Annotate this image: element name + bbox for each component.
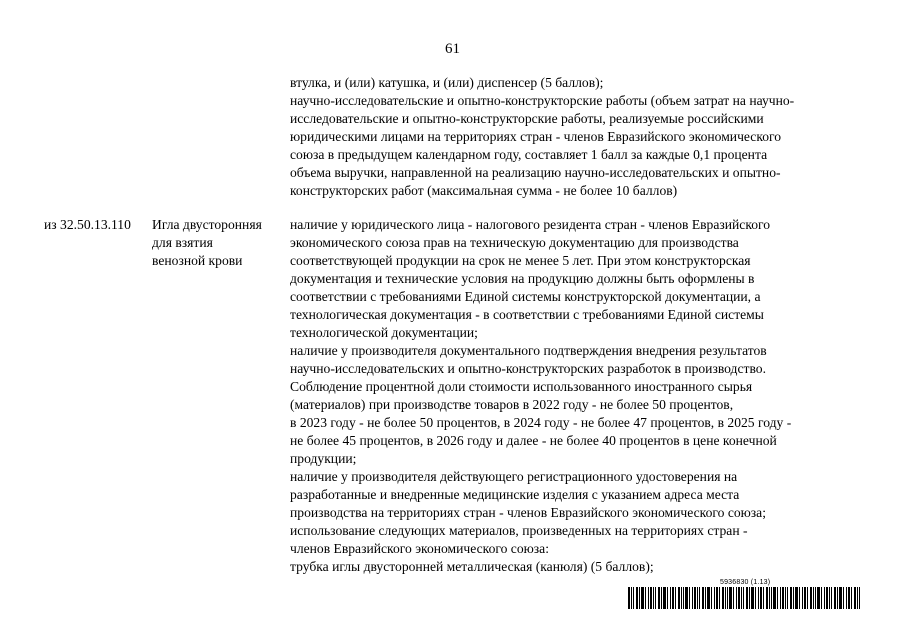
requirement-line: документация и технические условия на продукцию должны быть оформлены в bbox=[290, 271, 755, 286]
product-name-line: венозной крови bbox=[152, 253, 243, 268]
text-line: конструкторских работ (максимальная сумма - не более 10 баллов) bbox=[290, 183, 678, 198]
requirement-line: наличие у юридического лица - налогового резидента стран - членов Евразийского bbox=[290, 217, 771, 232]
text-line: объема выручки, направленной на реализацию научно-исследовательских и опытно- bbox=[290, 165, 781, 180]
requirement-line: разработанные и внедренные медицинские изделия с указанием адреса места bbox=[290, 487, 740, 502]
barcode-graphic bbox=[628, 587, 860, 609]
text-line: исследовательские и опытно-конструкторские работы, реализуемые российскими bbox=[290, 111, 764, 126]
text-line: юридическими лицами на территориях стран - членов Евразийского экономического bbox=[290, 129, 782, 144]
product-name bbox=[152, 216, 262, 270]
page-number: 61 bbox=[445, 41, 460, 57]
requirement-line: производства на территориях стран - членов Евразийского экономического союза; bbox=[290, 505, 766, 520]
requirement-line: наличие у производителя действующего регистрационного удостоверения на bbox=[290, 469, 738, 484]
requirement-line: не более 45 процентов, в 2026 году и далее - не более 40 процентов в цене конечной bbox=[290, 433, 777, 448]
product-code-text: из 32.50.13.110 bbox=[44, 217, 131, 232]
requirement-line: продукции; bbox=[290, 451, 357, 466]
requirement-line: наличие у производителя документального подтверждения внедрения результатов bbox=[290, 343, 767, 358]
text-line: научно-исследовательские и опытно-конструкторские работы (объем затрат на научно- bbox=[290, 93, 795, 108]
product-name-line: Игла двусторонняя bbox=[152, 217, 262, 232]
requirement-line: научно-исследовательских и опытно-конструкторских разработок в производство. bbox=[290, 361, 766, 376]
barcode-bars bbox=[628, 587, 860, 609]
product-name-line: для взятия bbox=[152, 235, 213, 250]
requirement-line: Соблюдение процентной доли стоимости использованного иностранного сырья bbox=[290, 379, 753, 394]
requirement-line: соответствующей продукции на срок не менее 5 лет. При этом конструкторская bbox=[290, 253, 751, 268]
requirement-line: трубка иглы двусторонней металлическая (канюля) (5 баллов); bbox=[290, 559, 654, 574]
barcode-label: 5936830 (1.13) bbox=[720, 579, 771, 586]
requirement-line: членов Евразийского экономического союза: bbox=[290, 541, 549, 556]
requirement-line: (материалов) при производстве товаров в 2022 году - не более 50 процентов, bbox=[290, 397, 734, 412]
requirement-line: технологической документации; bbox=[290, 325, 478, 340]
continuation-text bbox=[290, 74, 794, 200]
requirement-line: использование следующих материалов, произведенных на территориях стран - bbox=[290, 523, 748, 538]
requirement-line: соответствии с требованиями Единой системы конструкторской документации, а bbox=[290, 289, 761, 304]
text-line: втулка, и (или) катушка, и (или) диспенсер (5 баллов); bbox=[290, 75, 604, 90]
requirement-line: экономического союза прав на техническую документацию для производства bbox=[290, 235, 739, 250]
product-code bbox=[44, 216, 131, 234]
requirement-line: в 2023 году - не более 50 процентов, в 2024 году - не более 47 процентов, в 2025 году - bbox=[290, 415, 792, 430]
product-requirements bbox=[290, 216, 791, 576]
requirement-line: технологическая документация - в соответствии с требованиями Единой системы bbox=[290, 307, 764, 322]
text-line: союза в предыдущем календарном году, составляет 1 балл за каждые 0,1 процента bbox=[290, 147, 768, 162]
